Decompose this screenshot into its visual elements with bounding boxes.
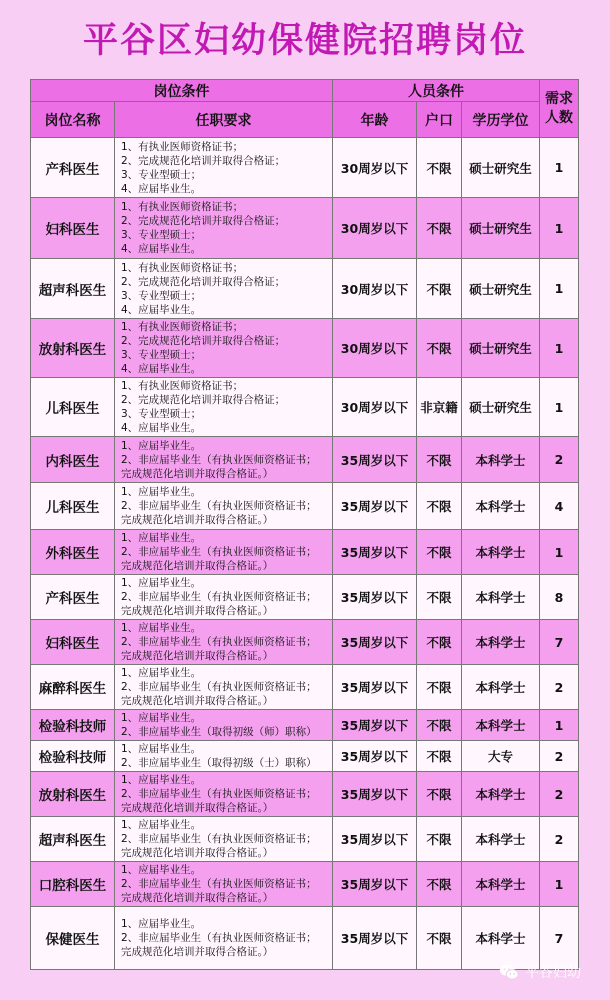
position-name: 检验科技师 bbox=[31, 710, 115, 741]
requirements: 1、有执业医师资格证书； 2、完成规范化培训并取得合格证； 3、专业型硕士； 4、应届毕业生。 bbox=[115, 319, 333, 378]
position-name: 儿科医生 bbox=[31, 378, 115, 437]
requirements: 1、应届毕业生。 2、非应届毕业生（有执业医师资格证书； 完成规范化培训并取得合格证。） bbox=[115, 530, 333, 575]
demand-count: 2 bbox=[540, 665, 579, 710]
table-row bbox=[31, 530, 579, 575]
demand-count: 2 bbox=[540, 772, 579, 817]
hukou-requirement: 非京籍 bbox=[417, 378, 462, 437]
hukou-requirement: 不限 bbox=[417, 530, 462, 575]
age-requirement: 35周岁以下 bbox=[333, 710, 417, 741]
demand-count: 1 bbox=[540, 710, 579, 741]
demand-count: 1 bbox=[540, 862, 579, 907]
education-requirement: 本科学士 bbox=[462, 530, 540, 575]
hukou-requirement: 不限 bbox=[417, 862, 462, 907]
position-name: 产科医生 bbox=[31, 575, 115, 620]
hukou-requirement: 不限 bbox=[417, 907, 462, 970]
education-requirement: 本科学士 bbox=[462, 772, 540, 817]
education-requirement: 硕士研究生 bbox=[462, 198, 540, 259]
education-requirement: 本科学士 bbox=[462, 620, 540, 665]
age-requirement: 35周岁以下 bbox=[333, 483, 417, 530]
age-requirement: 35周岁以下 bbox=[333, 741, 417, 772]
table-row bbox=[31, 772, 579, 817]
table-row bbox=[31, 138, 579, 198]
age-requirement: 30周岁以下 bbox=[333, 319, 417, 378]
header-age: 年龄 bbox=[333, 102, 417, 138]
hukou-requirement: 不限 bbox=[417, 665, 462, 710]
age-requirement: 35周岁以下 bbox=[333, 575, 417, 620]
header-position-conditions: 岗位条件 bbox=[31, 80, 333, 102]
hukou-requirement: 不限 bbox=[417, 772, 462, 817]
hukou-requirement: 不限 bbox=[417, 483, 462, 530]
hukou-requirement: 不限 bbox=[417, 259, 462, 319]
requirements: 1、应届毕业生。 2、非应届毕业生（有执业医师资格证书； 完成规范化培训并取得合格证。） bbox=[115, 907, 333, 970]
table-row bbox=[31, 378, 579, 437]
recruitment-table bbox=[30, 79, 579, 970]
requirements: 1、有执业医师资格证书； 2、完成规范化培训并取得合格证； 3、专业型硕士； 4、应届毕业生。 bbox=[115, 378, 333, 437]
table-row bbox=[31, 575, 579, 620]
demand-count: 4 bbox=[540, 483, 579, 530]
header-demand-count: 需求 人数 bbox=[540, 80, 579, 138]
age-requirement: 35周岁以下 bbox=[333, 862, 417, 907]
requirements: 1、应届毕业生。 2、非应届毕业生（有执业医师资格证书； 完成规范化培训并取得合格证。） bbox=[115, 575, 333, 620]
demand-count: 7 bbox=[540, 907, 579, 970]
education-requirement: 本科学士 bbox=[462, 907, 540, 970]
age-requirement: 35周岁以下 bbox=[333, 907, 417, 970]
hukou-requirement: 不限 bbox=[417, 138, 462, 198]
position-name: 妇科医生 bbox=[31, 198, 115, 259]
requirements: 1、应届毕业生。 2、非应届毕业生（有执业医师资格证书； 完成规范化培训并取得合格证。） bbox=[115, 437, 333, 483]
table-row bbox=[31, 483, 579, 530]
header-requirements: 任职要求 bbox=[115, 102, 333, 138]
requirements: 1、应届毕业生。 2、非应届毕业生（有执业医师资格证书； 完成规范化培训并取得合格证。） bbox=[115, 862, 333, 907]
requirements: 1、有执业医师资格证书； 2、完成规范化培训并取得合格证； 3、专业型硕士； 4、应届毕业生。 bbox=[115, 259, 333, 319]
table-row bbox=[31, 817, 579, 862]
position-name: 产科医生 bbox=[31, 138, 115, 198]
requirements: 1、应届毕业生。 2、非应届毕业生（有执业医师资格证书； 完成规范化培训并取得合格证。） bbox=[115, 772, 333, 817]
age-requirement: 35周岁以下 bbox=[333, 437, 417, 483]
position-name: 麻醉科医生 bbox=[31, 665, 115, 710]
requirements: 1、应届毕业生。 2、非应届毕业生（有执业医师资格证书； 完成规范化培训并取得合格证。） bbox=[115, 483, 333, 530]
position-name: 儿科医生 bbox=[31, 483, 115, 530]
requirements: 1、应届毕业生。 2、非应届毕业生（取得初级（师）职称） bbox=[115, 710, 333, 741]
requirements: 1、应届毕业生。 2、非应届毕业生（有执业医师资格证书； 完成规范化培训并取得合格证。） bbox=[115, 620, 333, 665]
age-requirement: 35周岁以下 bbox=[333, 530, 417, 575]
demand-count: 2 bbox=[540, 741, 579, 772]
age-requirement: 30周岁以下 bbox=[333, 198, 417, 259]
demand-count: 2 bbox=[540, 437, 579, 483]
education-requirement: 本科学士 bbox=[462, 862, 540, 907]
table-row bbox=[31, 665, 579, 710]
demand-count: 1 bbox=[540, 530, 579, 575]
age-requirement: 35周岁以下 bbox=[333, 620, 417, 665]
education-requirement: 硕士研究生 bbox=[462, 319, 540, 378]
age-requirement: 30周岁以下 bbox=[333, 138, 417, 198]
age-requirement: 30周岁以下 bbox=[333, 259, 417, 319]
demand-count: 1 bbox=[540, 198, 579, 259]
hukou-requirement: 不限 bbox=[417, 575, 462, 620]
age-requirement: 35周岁以下 bbox=[333, 772, 417, 817]
requirements: 1、应届毕业生。 2、非应届毕业生（有执业医师资格证书； 完成规范化培训并取得合格证。） bbox=[115, 665, 333, 710]
demand-count: 1 bbox=[540, 259, 579, 319]
position-name: 放射科医生 bbox=[31, 772, 115, 817]
table-row bbox=[31, 198, 579, 259]
requirements: 1、有执业医师资格证书； 2、完成规范化培训并取得合格证； 3、专业型硕士； 4、应届毕业生。 bbox=[115, 198, 333, 259]
table-row bbox=[31, 620, 579, 665]
education-requirement: 本科学士 bbox=[462, 575, 540, 620]
header-education: 学历学位 bbox=[462, 102, 540, 138]
table-row bbox=[31, 437, 579, 483]
requirements: 1、有执业医师资格证书； 2、完成规范化培训并取得合格证； 3、专业型硕士； 4、应届毕业生。 bbox=[115, 138, 333, 198]
hukou-requirement: 不限 bbox=[417, 710, 462, 741]
watermark-text: 平谷妇幼 bbox=[525, 965, 581, 981]
requirements: 1、应届毕业生。 2、非应届毕业生（取得初级（士）职称） bbox=[115, 741, 333, 772]
position-name: 检验科技师 bbox=[31, 741, 115, 772]
education-requirement: 本科学士 bbox=[462, 817, 540, 862]
education-requirement: 大专 bbox=[462, 741, 540, 772]
age-requirement: 35周岁以下 bbox=[333, 665, 417, 710]
position-name: 保健医生 bbox=[31, 907, 115, 970]
demand-count: 1 bbox=[540, 378, 579, 437]
hukou-requirement: 不限 bbox=[417, 741, 462, 772]
demand-count: 8 bbox=[540, 575, 579, 620]
header-position-name: 岗位名称 bbox=[31, 102, 115, 138]
education-requirement: 硕士研究生 bbox=[462, 138, 540, 198]
education-requirement: 本科学士 bbox=[462, 665, 540, 710]
position-name: 外科医生 bbox=[31, 530, 115, 575]
position-name: 超声科医生 bbox=[31, 259, 115, 319]
education-requirement: 硕士研究生 bbox=[462, 378, 540, 437]
table-row bbox=[31, 907, 579, 970]
requirements: 1、应届毕业生。 2、非应届毕业生（有执业医师资格证书； 完成规范化培训并取得合格证。） bbox=[115, 817, 333, 862]
hukou-requirement: 不限 bbox=[417, 319, 462, 378]
demand-count: 7 bbox=[540, 620, 579, 665]
position-name: 放射科医生 bbox=[31, 319, 115, 378]
position-name: 内科医生 bbox=[31, 437, 115, 483]
header-group-row bbox=[31, 80, 579, 102]
wechat-icon bbox=[498, 961, 520, 983]
position-name: 超声科医生 bbox=[31, 817, 115, 862]
hukou-requirement: 不限 bbox=[417, 437, 462, 483]
education-requirement: 本科学士 bbox=[462, 710, 540, 741]
position-name: 妇科医生 bbox=[31, 620, 115, 665]
demand-count: 2 bbox=[540, 817, 579, 862]
header-column-row bbox=[31, 102, 579, 138]
age-requirement: 30周岁以下 bbox=[333, 378, 417, 437]
header-person-conditions: 人员条件 bbox=[333, 80, 540, 102]
table-row bbox=[31, 259, 579, 319]
table-row bbox=[31, 741, 579, 772]
watermark bbox=[498, 960, 581, 984]
table-row bbox=[31, 862, 579, 907]
hukou-requirement: 不限 bbox=[417, 198, 462, 259]
page-title: 平谷区妇幼保健院招聘岗位 bbox=[82, 21, 527, 61]
demand-count: 1 bbox=[540, 138, 579, 198]
age-requirement: 35周岁以下 bbox=[333, 817, 417, 862]
table-row bbox=[31, 319, 579, 378]
hukou-requirement: 不限 bbox=[417, 817, 462, 862]
hukou-requirement: 不限 bbox=[417, 620, 462, 665]
table-row bbox=[31, 710, 579, 741]
education-requirement: 本科学士 bbox=[462, 483, 540, 530]
position-name: 口腔科医生 bbox=[31, 862, 115, 907]
education-requirement: 本科学士 bbox=[462, 437, 540, 483]
education-requirement: 硕士研究生 bbox=[462, 259, 540, 319]
header-hukou: 户口 bbox=[417, 102, 462, 138]
demand-count: 1 bbox=[540, 319, 579, 378]
